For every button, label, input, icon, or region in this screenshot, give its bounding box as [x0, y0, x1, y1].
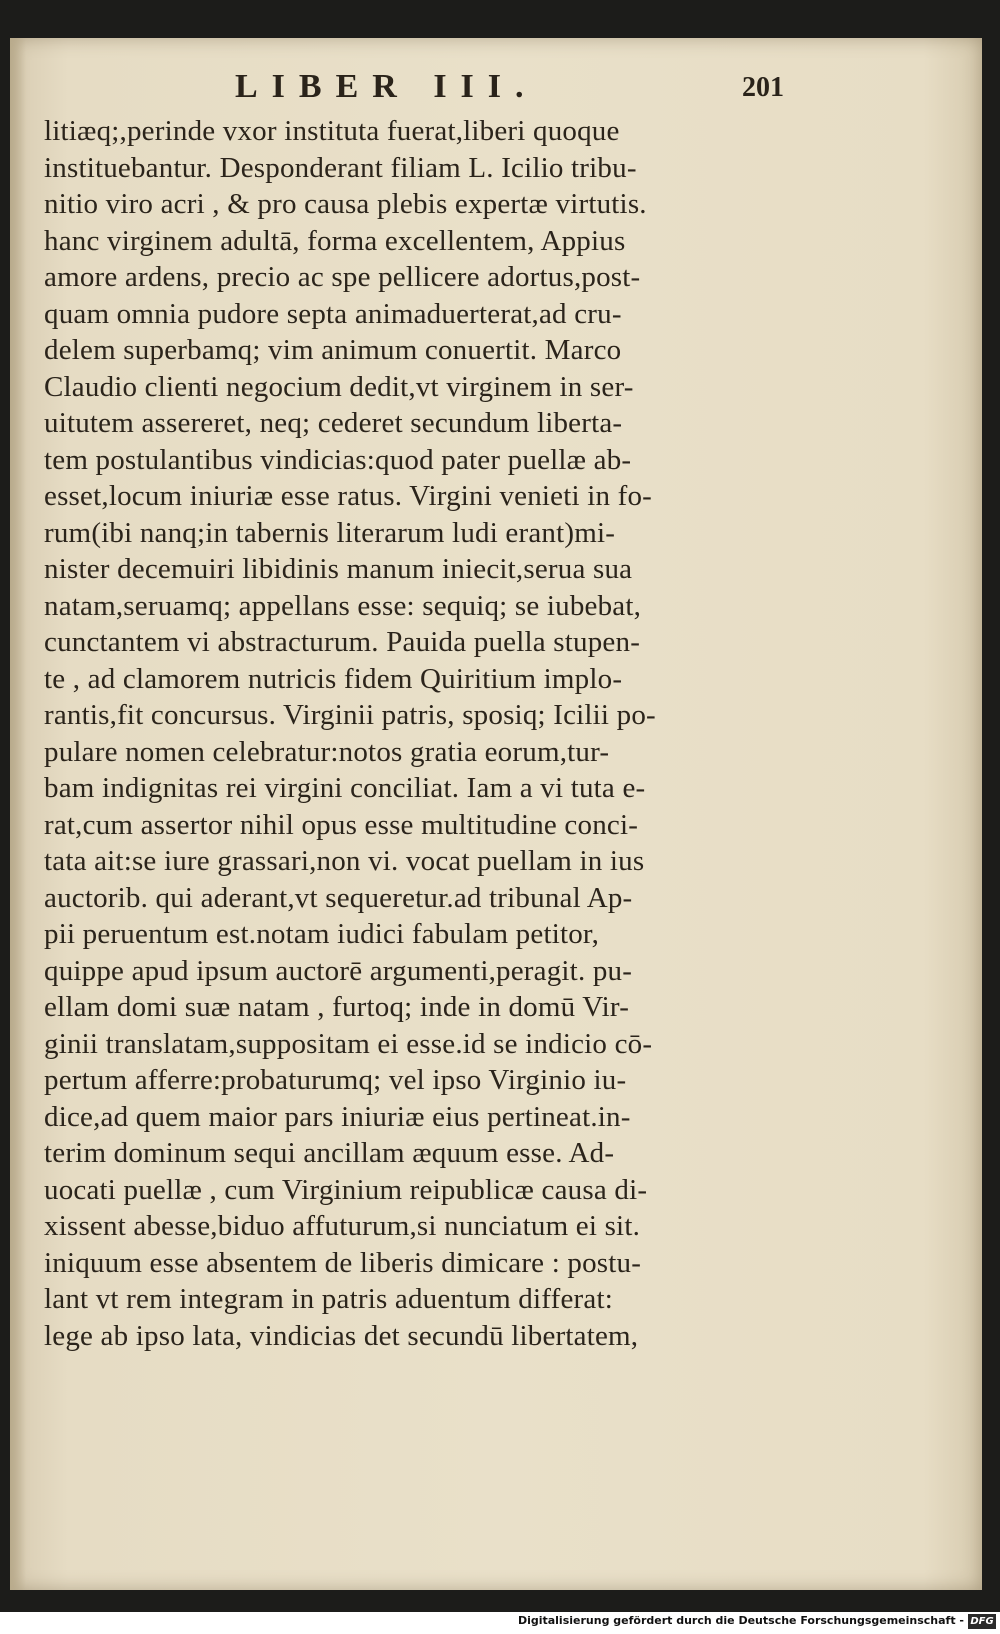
running-head: [10, 68, 982, 118]
text-line: dice,ad quem maior pars iniuriæ eius pertineat.in-: [44, 1100, 631, 1133]
text-line: esset,locum iniuriæ esse ratus. Virgini venieti in fo-: [44, 480, 653, 512]
text-line: tem postulantibus vindicias:quod pater puellæ ab-: [44, 443, 632, 476]
text-line: amore ardens, precio ac spe pellicere adortus,post-: [44, 261, 641, 293]
text-line: ginii translatam,suppositam ei esse.id se indicio cō-: [44, 1027, 653, 1060]
text-line: pertum afferre:probaturumq; vel ipso Virginio iu-: [44, 1064, 627, 1096]
text-line: xissent abesse,biduo affuturum,si nunciatum ei sit.: [44, 1210, 641, 1242]
text-line: auctorib. qui aderant,vt sequeretur.ad tribunal Ap-: [44, 881, 633, 914]
text-line: lant vt rem integram in patris aduentum differat:: [44, 1283, 613, 1315]
text-line: tata ait:se iure grassari,non vi. vocat puellam in ius: [44, 845, 645, 877]
text-line: litiæq;,perinde vxor instituta fuerat,liberi quoque: [44, 115, 620, 147]
body-text: [44, 113, 804, 1354]
text-line: uitutem assereret, neq; cederet secundum liberta-: [44, 407, 623, 439]
text-line: lege ab ipso lata, vindicias det secundū libertatem,: [44, 1319, 639, 1352]
book-page: [10, 38, 982, 1590]
text-line: rum(ibi nanq;in tabernis literarum ludi erant)mi-: [44, 516, 616, 549]
text-line: terim dominum sequi ancillam æquum esse. Ad-: [44, 1137, 615, 1169]
text-line: bam indignitas rei virgini conciliat. Iam a vi tuta e-: [44, 772, 646, 804]
running-title: LIBER III.: [235, 68, 538, 105]
text-line: nister decemuiri libidinis manum iniecit,serua sua: [44, 553, 633, 585]
text-line: delem superbamq; vim animum conuertit. Marco: [44, 334, 622, 366]
page-gutter-shadow: [10, 38, 26, 1590]
text-line: quam omnia pudore septa animaduerterat,ad cru-: [44, 297, 622, 330]
text-line: nitio viro acri , & pro causa plebis expertæ virtutis.: [44, 188, 647, 220]
text-line: instituebantur. Desponderant filiam L. Icilio tribu-: [44, 151, 637, 184]
text-line: ellam domi suæ natam , furtoq; inde in domū Vir-: [44, 991, 630, 1023]
text-line: hanc virginem adultā, forma excellentem, Appius: [44, 224, 626, 257]
page-number: 201: [742, 72, 784, 103]
dfg-logo-icon: DFG: [968, 1614, 996, 1629]
text-line: rantis,fit concursus. Virginii patris, sposiq; Icilii po-: [44, 699, 656, 731]
text-line: Claudio clienti negocium dedit,vt virginem in ser-: [44, 370, 634, 403]
text-line: pulare nomen celebratur:notos gratia eorum,tur-: [44, 735, 610, 768]
text-line: te , ad clamorem nutricis fidem Quiritium implo-: [44, 662, 623, 695]
text-line: cunctantem vi abstracturum. Pauida puella stupen-: [44, 626, 641, 658]
text-line: iniquum esse absentem de liberis dimicare : postu-: [44, 1246, 642, 1279]
text-line: pii peruentum est.notam iudici fabulam petitor,: [44, 918, 600, 950]
text-line: natam,seruamq; appellans esse: sequiq; se iubebat,: [44, 589, 642, 622]
text-line: uocati puellæ , cum Virginium reipublicæ causa di-: [44, 1173, 648, 1206]
text-line: quippe apud ipsum auctorē argumenti,peragit. pu-: [44, 954, 633, 987]
text-line: rat,cum assertor nihil opus esse multitudine conci-: [44, 808, 639, 841]
digitization-credit: Digitalisierung gefördert durch die Deutsche Forschungsgemeinschaft -: [517, 1614, 964, 1627]
